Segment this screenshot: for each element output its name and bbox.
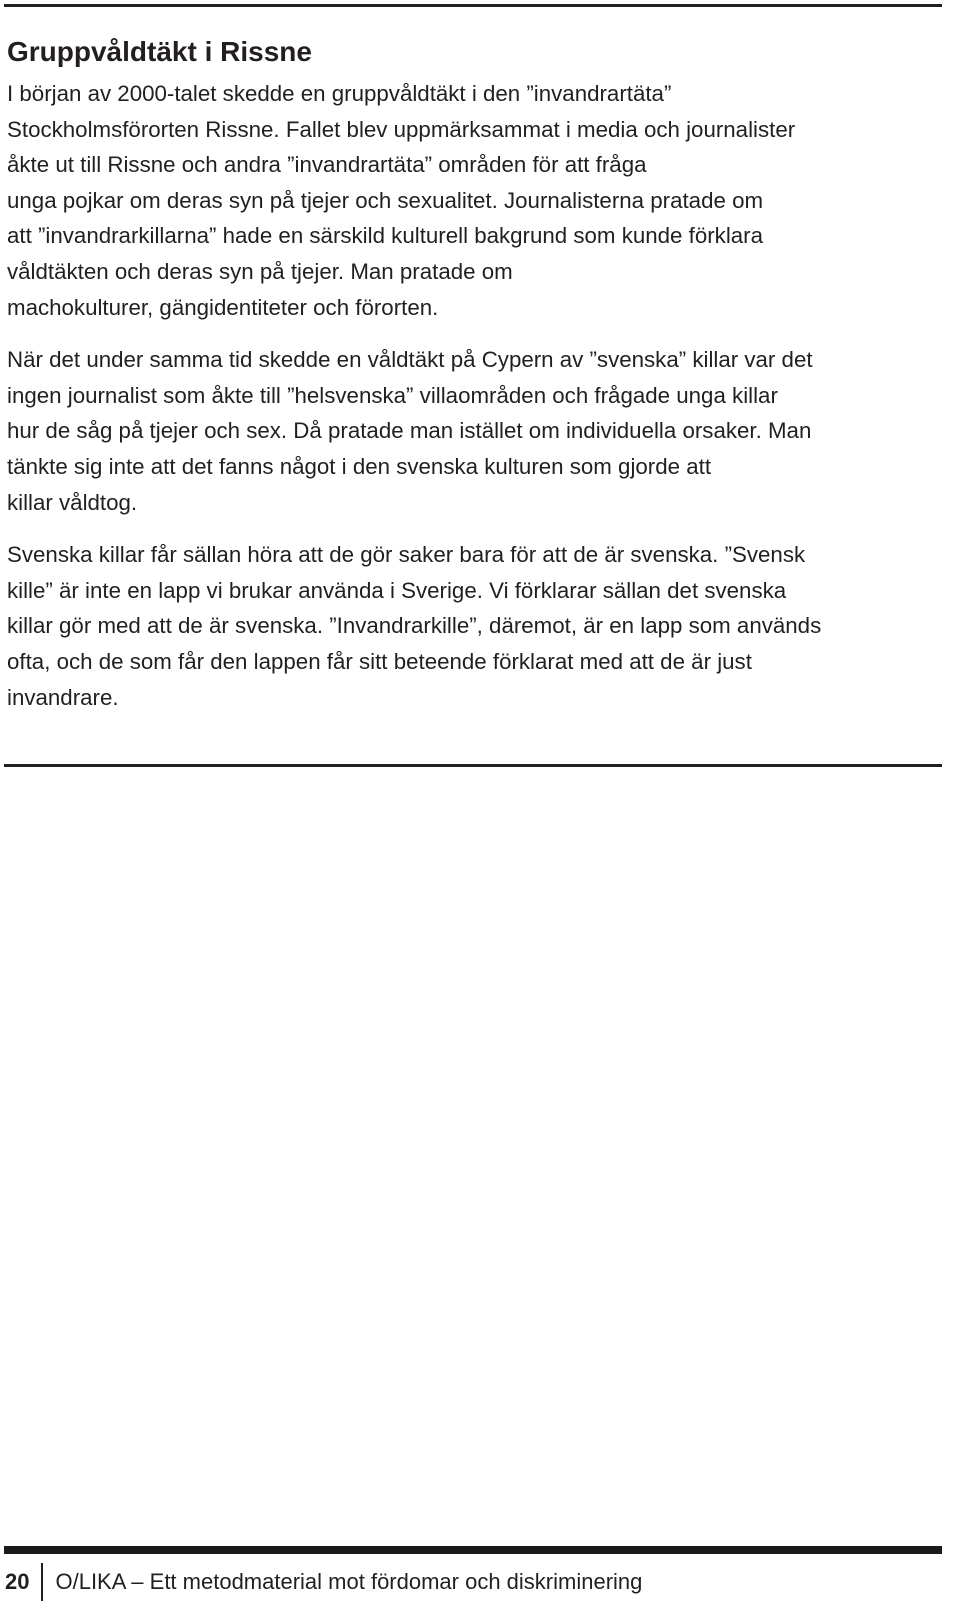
article-paragraph-3: Svenska killar får sällan höra att de gör saker bara för att de är svenska. ”Svensk kille” är inte en lapp vi brukar använda i Sverige. Vi förklarar sällan det svenska killar gör med att de är svenska. ”Invandrarkille”, däremot, är en lapp som används ofta, och de som får den lappen får sitt beteende förklarat med att de är just invandrare. [7,542,822,710]
page-footer [5,1562,642,1602]
top-rule [4,4,942,7]
footer-title: O/LIKA – Ett metodmaterial mot fördomar och diskriminering [55,1569,643,1594]
article-heading: Gruppvåldtäkt i Rissne [7,36,312,67]
article-paragraph-1: I början av 2000-talet skedde en gruppvåldtäkt i den ”invandrartäta” Stockholmsförorten Rissne. Fallet blev uppmärksammat i media och journalister åkte ut till Rissne och andra ”invandrartäta” områden för att fråga unga pojkar om deras syn på tjejer och sexualitet. Journalisterna pratade om att ”invandrarkillarna” hade en särskild kulturell bakgrund som kunde förklara våldtäkten och deras syn på tjejer. Man pratade om machokulturer, gängidentiteter och förorten. [7,81,796,320]
article-paragraph-2: När det under samma tid skedde en våldtäkt på Cypern av ”svenska” killar var det ingen journalist som åkte till ”helsvenska” villaområden och frågade unga killar hur de såg på tjejer och sex. Då pratade man istället om individuella orsaker. Man tänkte sig inte att det fanns något i den svenska kulturen som gjorde att killar våldtog. [7,347,813,515]
footer-separator [41,1563,43,1601]
footer-rule [4,1546,942,1554]
section-divider [4,764,942,767]
page-number: 20 [5,1569,30,1594]
article-box [7,32,942,732]
